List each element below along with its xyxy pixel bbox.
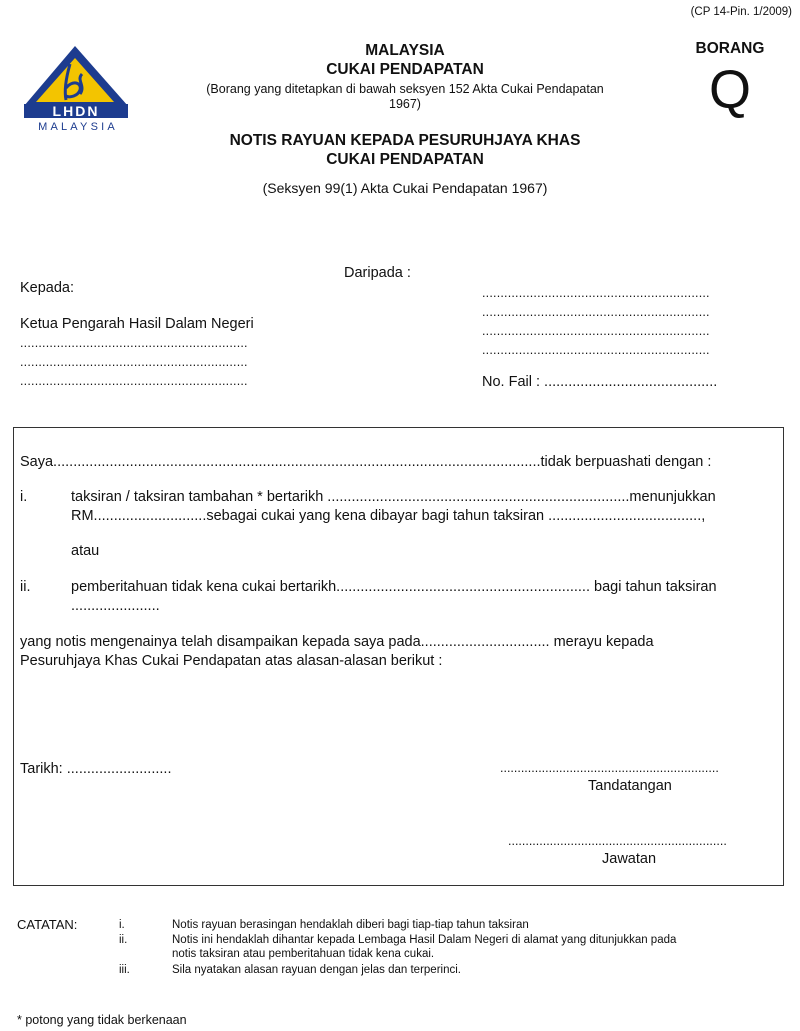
item-ii-number: ii. xyxy=(20,579,31,595)
header-sub-1: (Borang yang ditetapkan di bawah seksyen 152 Akta Cukai Pendapatan xyxy=(206,82,604,96)
logo-subtext: MALAYSIA xyxy=(38,121,118,133)
item-i-line-2[interactable]: RM............................sebagai cukai yang kena dibayar bagi tahun taksiran ......................................, xyxy=(71,508,706,524)
item-ii-line-2[interactable]: ...................... xyxy=(71,598,160,614)
note-2-text-cont: notis taksiran atau pemberitahuan tidak kena cukai. xyxy=(172,948,435,960)
note-2-text: Notis ini hendaklah dihantar kepada Lembaga Hasil Dalam Negeri di alamat yang ditunjukkan pada xyxy=(172,934,677,946)
item-i-number: i. xyxy=(20,489,28,505)
saya-line[interactable]: Saya.........................................................................................................................tidak berpuashati dengan : xyxy=(20,454,712,470)
notice-line-1[interactable]: yang notis mengenainya telah disampaikan kepada saya pada................................ merayu kepada xyxy=(20,634,654,650)
signature-label: Tandatangan xyxy=(588,778,672,794)
signature-line[interactable]: ............................................................... xyxy=(500,761,719,775)
to-line-3[interactable]: .............................................................. xyxy=(20,374,248,388)
item-ii-line-1[interactable]: pemberitahuan tidak kena cukai bertarikh............................................................... bagi tahun taksiran xyxy=(71,579,717,595)
form-reference: (CP 14-Pin. 1/2009) xyxy=(690,6,792,18)
header-act: CUKAI PENDAPATAN xyxy=(326,61,484,78)
from-line-3[interactable]: .............................................................. xyxy=(482,324,710,338)
borang-label: BORANG xyxy=(695,40,765,57)
note-3-text: Sila nyatakan alasan rayuan dengan jelas dan terperinci. xyxy=(172,964,461,976)
position-line[interactable]: ............................................................... xyxy=(508,834,727,848)
notes-label: CATATAN: xyxy=(17,917,78,932)
file-number-field[interactable]: No. Fail : ........................................... xyxy=(482,374,718,390)
form-title-2: CUKAI PENDAPATAN xyxy=(326,151,484,168)
from-line-2[interactable]: .............................................................. xyxy=(482,305,710,319)
borang-letter: Q xyxy=(708,60,751,120)
note-2-number: ii. xyxy=(119,934,128,946)
header-country: MALAYSIA xyxy=(365,42,445,59)
from-line-1[interactable]: .............................................................. xyxy=(482,286,710,300)
to-label: Kepada: xyxy=(20,280,75,296)
footnote: * potong yang tidak berkenaan xyxy=(17,1013,187,1027)
to-line-2[interactable]: .............................................................. xyxy=(20,355,248,369)
from-label: Daripada : xyxy=(344,265,411,281)
atau-text: atau xyxy=(71,543,100,559)
to-line-1[interactable]: .............................................................. xyxy=(20,336,248,350)
appeal-form-box xyxy=(13,427,784,886)
item-i-line-1[interactable]: taksiran / taksiran tambahan * bertarikh ...........................................................................menunjukkan xyxy=(71,489,716,505)
note-1-number: i. xyxy=(119,919,125,931)
date-field[interactable]: Tarikh: .......................... xyxy=(20,761,172,777)
from-line-4[interactable]: .............................................................. xyxy=(482,343,710,357)
notice-line-2: Pesuruhjaya Khas Cukai Pendapatan atas alasan-alasan berikut : xyxy=(20,653,443,669)
logo-text: LHDN xyxy=(52,103,100,119)
position-label: Jawatan xyxy=(602,851,657,867)
note-3-number: iii. xyxy=(119,964,130,976)
lhdn-logo xyxy=(20,44,140,134)
to-addressee: Ketua Pengarah Hasil Dalam Negeri xyxy=(20,316,254,332)
form-title-1: NOTIS RAYUAN KEPADA PESURUHJAYA KHAS xyxy=(229,132,581,149)
note-1-text: Notis rayuan berasingan hendaklah diberi bagi tiap-tiap tahun taksiran xyxy=(172,919,529,931)
header-sub-2: 1967) xyxy=(389,97,421,111)
borang-badge xyxy=(690,40,770,118)
section-reference: (Seksyen 99(1) Akta Cukai Pendapatan 1967) xyxy=(262,180,548,196)
